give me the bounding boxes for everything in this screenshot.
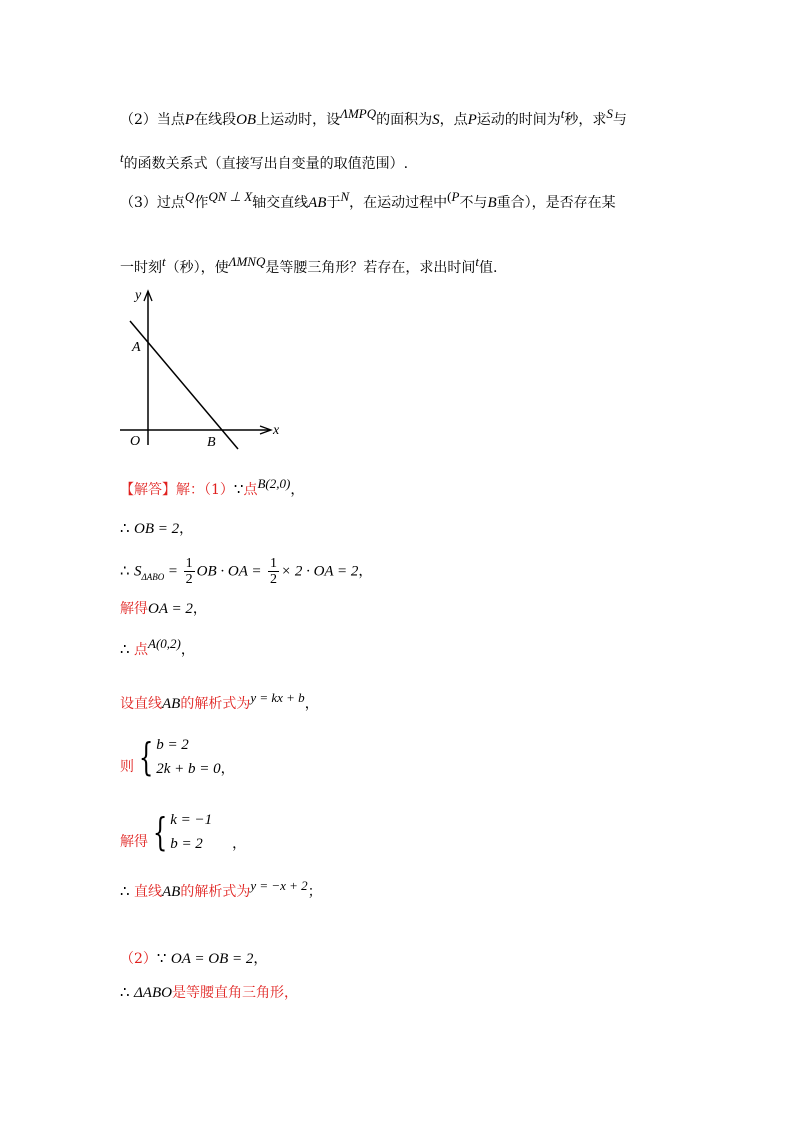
- solution-line-10: （2）∵ OA = OB = 2，: [120, 951, 268, 967]
- math-AB: AB: [308, 195, 327, 211]
- problem-2-line-1: （2）当点P在线段OB上运动时，设ΛMPQ的面积为S，点P运动的时间为t秒，求S与: [120, 106, 627, 128]
- fraction-half: $\frac{1}{2}$: [269, 556, 277, 587]
- solution-line-5: ∴ 点A(0,2)，: [120, 636, 195, 658]
- fraction-half: $\frac{1}{2}$: [185, 556, 193, 587]
- equation-system: { b = 2 2k + b = 0: [138, 735, 221, 779]
- math-OB: OB: [236, 112, 257, 128]
- math-B-point: B(2,0): [257, 476, 291, 491]
- math-t: t: [560, 106, 565, 121]
- solution-line-6: 设直线AB的解析式为y = kx + b，: [120, 690, 319, 712]
- solution-heading: 【解答】: [120, 482, 176, 498]
- solution-line-2: ∴ OB = 2，: [120, 521, 194, 537]
- x-axis-label: x: [273, 423, 280, 438]
- solution-line-11: ∴ ΔABO是等腰直角三角形，: [120, 985, 298, 1001]
- solution-line-4: 解得OA = 2，: [120, 601, 207, 617]
- math-triangle-MNQ: ΛMNQ: [228, 254, 266, 269]
- problem-3-line-1: （3）过点Q作QN ⊥ X轴交直线AB于N，在运动过程中(P不与B重合），是否存在某: [120, 189, 616, 211]
- point-A-label: A: [132, 340, 141, 355]
- math-triangle-MPQ: ΛMPQ: [340, 106, 377, 121]
- problem-2-line-2: t的函数关系式（直接写出自变量的取值范围）.: [120, 150, 409, 172]
- math-B: B: [487, 195, 497, 211]
- solution-line-9: ∴ 直线AB的解析式为y = −x + 2；: [120, 878, 322, 900]
- math-QN-perp-X: QN ⊥ X: [208, 189, 253, 204]
- math-y-kx-b: y = kx + b: [250, 690, 305, 705]
- math-P: P: [184, 112, 195, 128]
- solution-system-1: 则 { b = 2 2k + b = 0 ，: [120, 735, 235, 779]
- solution-line-3: ∴ $S_{\Delta ABO}$ = $\frac{1}{2}$ OB · OA = $\frac{1}{2}$ × 2 · OA = 2，: [120, 556, 373, 587]
- math-S: S: [606, 106, 613, 121]
- math-triangle-ABO: ΔABO: [134, 985, 172, 1001]
- math-t: t: [475, 254, 479, 269]
- problem-3-line-2: 一时刻t（秒），使ΛMNQ是等腰三角形？若存在，求出时间t值.: [120, 254, 498, 276]
- origin-label: O: [130, 434, 141, 449]
- math-OA-eq: OA = 2: [148, 601, 193, 617]
- point-B-label: B: [207, 435, 216, 450]
- math-P: P: [451, 189, 460, 204]
- math-AB: AB: [162, 696, 181, 712]
- math-t: t: [120, 150, 124, 165]
- math-A-point: A(0,2): [148, 636, 181, 651]
- coordinate-figure: [118, 285, 288, 455]
- math-P: P: [467, 112, 477, 128]
- equation-system: { k = −1 b = 2: [152, 810, 213, 854]
- math-t: t: [162, 254, 166, 269]
- math-N: N: [340, 189, 350, 204]
- math-AB: AB: [162, 884, 181, 900]
- math-S: S: [432, 112, 440, 128]
- solution-system-2: 解得 { k = −1 b = 2 ，: [120, 810, 247, 854]
- math-Q: Q: [184, 189, 195, 204]
- math-OB-eq: OB = 2: [134, 521, 180, 537]
- math-OA-OB: OA = OB = 2: [170, 951, 254, 967]
- y-axis-label: y: [135, 288, 142, 303]
- solution-line-1: 【解答】解：（1）∵点B(2,0)，: [120, 476, 305, 498]
- math-y-final: y = −x + 2: [250, 878, 308, 893]
